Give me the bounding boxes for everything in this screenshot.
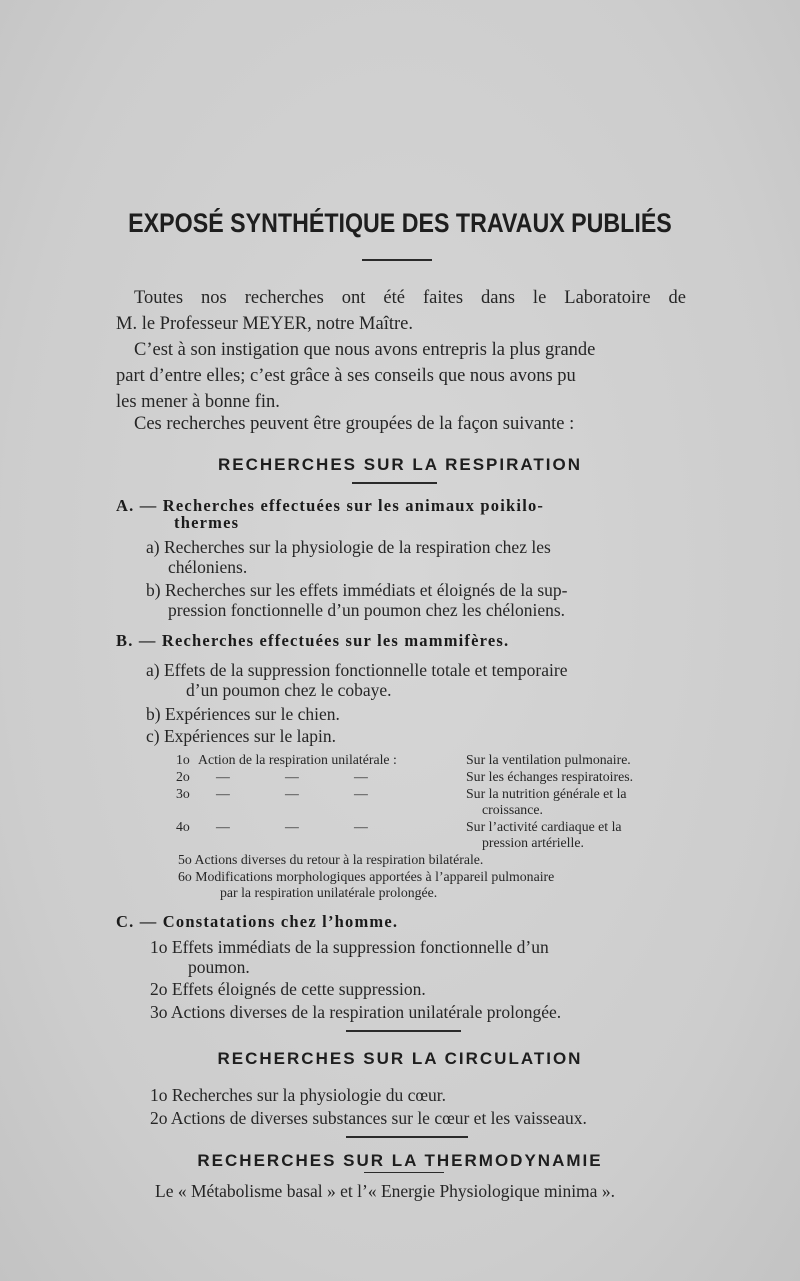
thermo-top-divider [346,1136,468,1138]
section-b-title: B. — Recherches effectuées sur les mammifères. [116,631,510,650]
page-title: EXPOSÉ SYNTHÉTIQUE DES TRAVAUX PUBLIÉS [128,208,672,238]
circulation-item-2: 2o Actions de diverses substances sur le cœur et les vaisseaux. [150,1108,587,1128]
lapin-row-1-num: 1o [176,752,190,767]
thermo-divider [364,1172,444,1173]
lapin-row-3-right-cont: croissance. [482,802,543,817]
section-c-item-1: 1o Effets immédiats de la suppression fonctionnelle d’un [150,937,549,957]
thermo-line: Le « Métabolisme basal » et l’« Energie Physiologique minima ». [155,1181,615,1201]
circulation-item-1: 1o Recherches sur la physiologie du cœur. [150,1085,446,1105]
title-divider [362,259,432,261]
section-a-item-a-cont: chéloniens. [168,557,248,577]
lapin-row-4-right-cont: pression artérielle. [482,835,584,850]
lapin-row-2-right: Sur les échanges respiratoires. [466,769,634,784]
section-a-item-b-cont: pression fonctionnelle d’un poumon chez les chéloniens. [168,600,566,620]
respiration-heading: RECHERCHES SUR LA RESPIRATION [217,455,583,474]
section-a-item-a: a) Recherches sur la physiologie de la respiration chez les [146,537,551,557]
lapin-row-4-num: 4o [176,819,190,834]
intro-line-3: C’est à son instigation que nous avons entrepris la plus grande [134,340,596,360]
section-c-item-2: 2o Effets éloignés de cette suppression. [150,979,426,999]
lapin-row-6: 6o Modifications morphologiques apportées à l’appareil pulmonaire [178,869,555,884]
intro-line-4: part d’entre elles; c’est grâce à ses conseils que nous avons pu [116,366,576,386]
lapin-row-6-cont: par la respiration unilatérale prolongée. [220,885,438,900]
section-b-item-b: b) Expériences sur le chien. [146,704,340,724]
lapin-row-3-right: Sur la nutrition générale et la [466,786,627,801]
circulation-heading: RECHERCHES SUR LA CIRCULATION [217,1049,583,1068]
thermo-heading: RECHERCHES SUR LA THERMODYNAMIE [197,1151,603,1170]
section-a-title-cont: thermes [174,513,240,532]
lapin-row-1-left: Action de la respiration unilatérale : [198,752,397,767]
lapin-row-4-right: Sur l’activité cardiaque et la [466,819,622,834]
section-a-title: A. — Recherches effectuées sur les animaux poikilo- [116,496,545,515]
section-b-item-a: a) Effets de la suppression fonctionnelle totale et temporaire [146,660,568,680]
section-c-item-1-cont: poumon. [188,957,250,977]
lapin-row-2-num: 2o [176,769,190,784]
lapin-row-2-left: — — — [216,769,368,784]
section-c-item-3: 3o Actions diverses de la respiration unilatérale prolongée. [150,1002,562,1022]
lapin-row-1-right: Sur la ventilation pulmonaire. [466,752,631,767]
intro-line-2: M. le Professeur MEYER, notre Maître. [116,314,413,334]
circulation-top-divider [346,1030,461,1032]
intro-line-1: Toutes nos recherches ont été faites dans le Laboratoire de [134,288,686,308]
section-b-item-a-cont: d’un poumon chez le cobaye. [186,680,392,700]
lapin-row-4-left: — — — [216,819,368,834]
intro-line-6: Ces recherches peuvent être groupées de la façon suivante : [134,414,575,434]
lapin-row-5: 5o Actions diverses du retour à la respiration bilatérale. [178,852,484,867]
section-b-item-c: c) Expériences sur le lapin. [146,726,336,746]
respiration-divider [352,482,437,484]
lapin-row-3-left: — — — [216,786,368,801]
section-a-item-b: b) Recherches sur les effets immédiats et éloignés de la sup- [146,580,568,600]
lapin-row-3-num: 3o [176,786,190,801]
section-c-title: C. — Constatations chez l’homme. [116,912,399,931]
intro-line-5: les mener à bonne fin. [116,392,280,412]
